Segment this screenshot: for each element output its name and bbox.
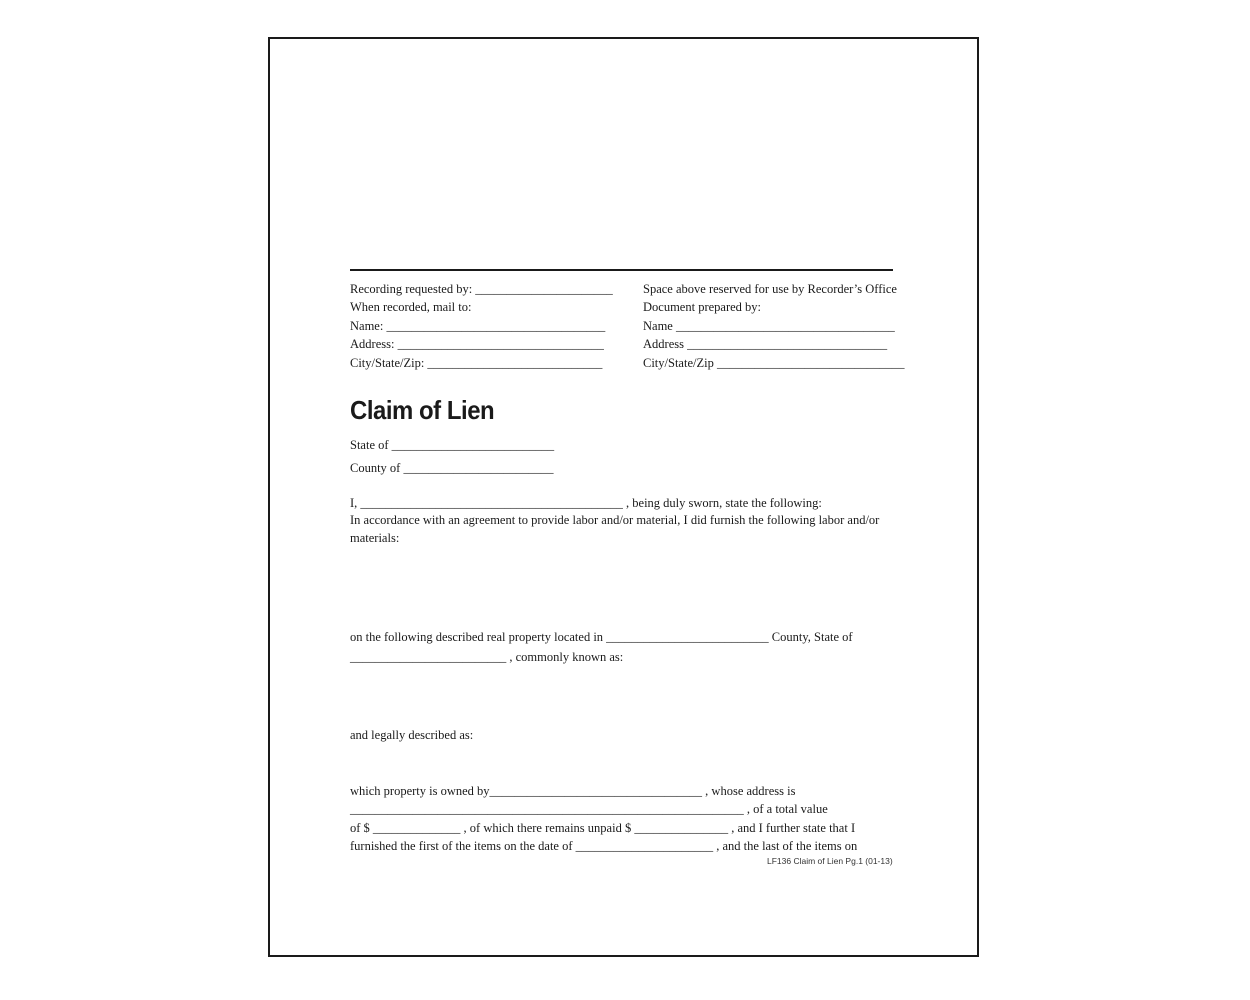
dates-line: furnished the first of the items on the date of ______________________ , and the last of the items on	[350, 839, 858, 853]
preparer-name-field: Name ___________________________________	[643, 319, 895, 333]
recorder-space-divider	[350, 269, 893, 271]
commonly-known-line: _________________________ , commonly known as:	[350, 650, 624, 664]
state-of-field: State of __________________________	[350, 438, 555, 452]
legal-description-label: and legally described as:	[350, 728, 474, 742]
document-title: Claim of Lien	[350, 395, 495, 425]
form-code-footer: LF136 Claim of Lien Pg.1 (01-13)	[767, 856, 893, 866]
owner-line: which property is owned by__________________________________ , whose address is	[350, 784, 796, 798]
prepared-by-label: Document prepared by:	[643, 300, 762, 314]
sworn-statement-line: I, __________________________________________ , being duly sworn, state the following:	[350, 496, 822, 510]
property-location-line: on the following described real property located in __________________________ County, State of	[350, 630, 853, 644]
materials-label: materials:	[350, 531, 400, 545]
agreement-line: In accordance with an agreement to provide labor and/or material, I did furnish the following labor and/or	[350, 513, 880, 527]
mail-to-city-field: City/State/Zip: ____________________________	[350, 356, 603, 370]
recording-requested-by-field: Recording requested by: ______________________	[350, 282, 613, 296]
when-recorded-label: When recorded, mail to:	[350, 300, 472, 314]
owner-address-line: _______________________________________________________________ , of a total value	[350, 802, 828, 816]
recorder-space-note: Space above reserved for use by Recorder’s Office	[643, 282, 897, 296]
mail-to-address-field: Address: _________________________________	[350, 337, 604, 351]
mail-to-name-field: Name: ___________________________________	[350, 319, 606, 333]
value-line: of $ ______________ , of which there remains unpaid $ _______________ , and I further state that I	[350, 821, 856, 835]
preparer-address-field: Address ________________________________	[643, 337, 888, 351]
preparer-city-field: City/State/Zip ______________________________	[643, 356, 905, 370]
county-of-field: County of ________________________	[350, 461, 554, 475]
